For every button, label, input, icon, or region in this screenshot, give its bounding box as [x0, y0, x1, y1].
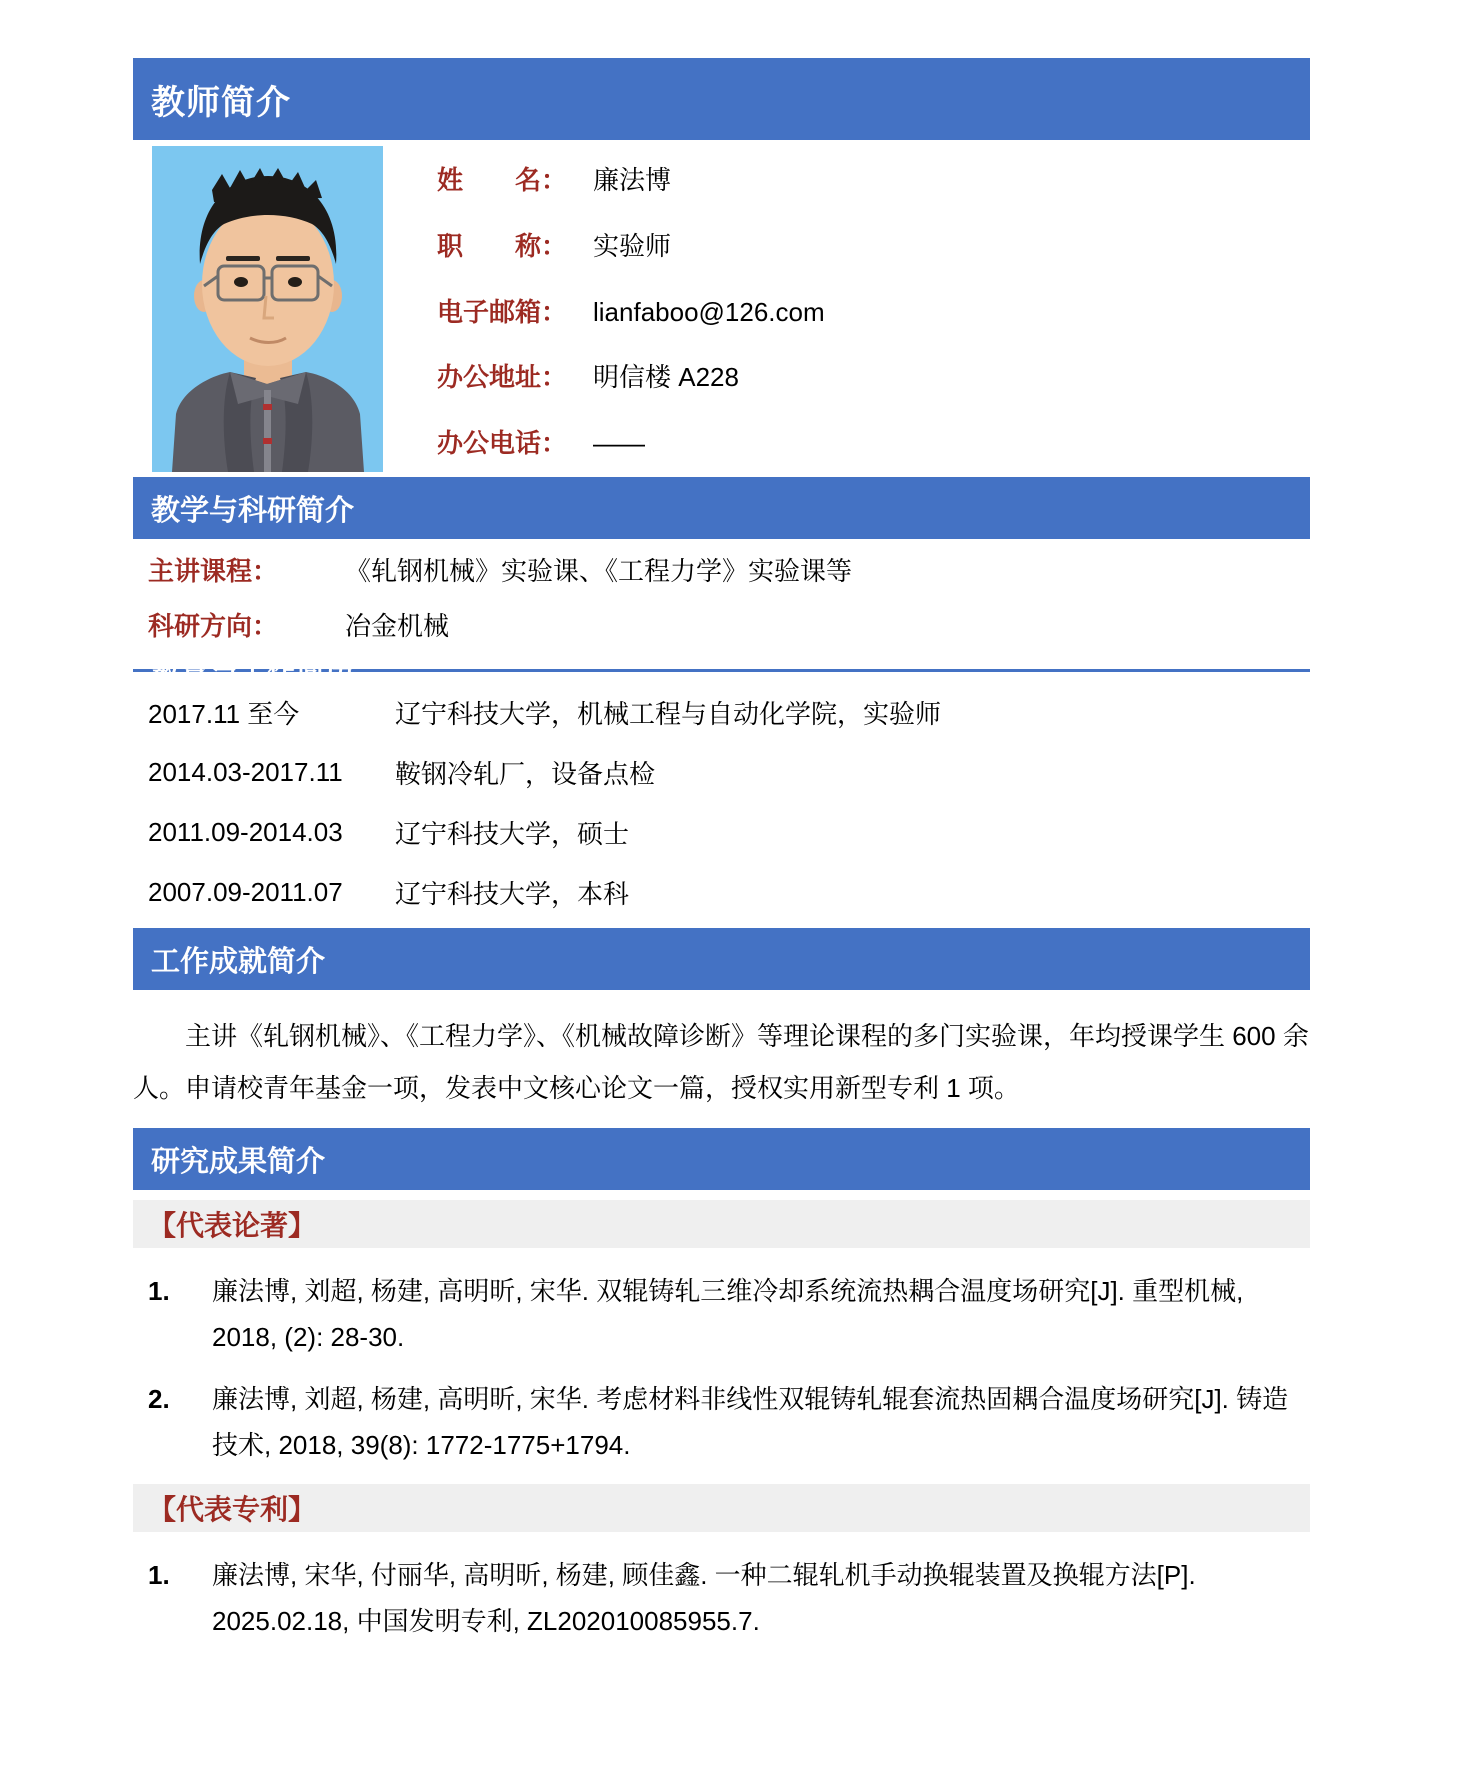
section-bar-research: [133, 1128, 1310, 1190]
publication-text: 廉法博, 刘超, 杨建, 高明昕, 宋华. 双辊铸轧三维冷却系统流热耦合温度场研究[J]. 重型机械, 2018, (2): 28-30.: [212, 1276, 1244, 1352]
title-value: 实验师: [593, 230, 672, 261]
portrait-photo: [152, 146, 383, 472]
email-label: 电子邮箱：: [437, 296, 568, 327]
patent-item: [133, 1552, 1310, 1644]
section-bar-teacher-intro: [133, 58, 1310, 140]
timeline-row: [133, 802, 1310, 862]
course-row-courses: [133, 551, 1310, 606]
timeline-row: [133, 742, 1310, 802]
patents-list: [133, 1552, 1310, 1644]
publications-band-label: 【代表论著】: [148, 1210, 317, 1241]
section-title-education: 教育与工作简历: [151, 657, 355, 689]
timeline-period: 2011.09-2014.03: [148, 816, 343, 847]
publication-item: [133, 1268, 1310, 1360]
info-row-title: [437, 226, 1310, 263]
section-title-teaching: 教学与科研简介: [151, 494, 355, 527]
patents-band-label: 【代表专利】: [148, 1494, 317, 1525]
section-bar-education: [133, 657, 1310, 689]
info-row-phone: [437, 423, 1310, 460]
info-row-name: [437, 160, 1310, 197]
research-direction-value: 冶金机械: [345, 611, 450, 641]
publication-number: 2.: [148, 1384, 170, 1414]
section-title-achievement: 工作成就简介: [151, 945, 326, 978]
title-label: 职 称：: [437, 230, 568, 261]
timeline-period: 2017.11 至今: [148, 698, 300, 729]
publication-item: [133, 1376, 1310, 1468]
section-bar-achievement: [133, 928, 1310, 990]
section-title-teacher-intro: 教师简介: [151, 83, 291, 122]
section-title-research: 研究成果简介: [151, 1145, 326, 1178]
section-bar-teaching: [133, 477, 1310, 539]
achievement-paragraph: 主讲《轧钢机械》、《工程力学》、《机械故障诊断》等理论课程的多门实验课，年均授课学生 600 余人。申请校青年基金一项，发表中文核心论文一篇，授权实用新型专利 1 项。: [133, 1021, 1309, 1103]
page-content: [133, 0, 1310, 1644]
timeline-detail: 辽宁科技大学，硕士: [395, 818, 630, 849]
publication-text: 廉法博, 刘超, 杨建, 高明昕, 宋华. 考虑材料非线性双辊铸轧辊套流热固耦合温度场研究[J]. 铸造技术, 2018, 39(8): 1772-1775+1794.: [212, 1384, 1289, 1460]
patents-band: [133, 1484, 1310, 1532]
patent-number: 1.: [148, 1560, 170, 1590]
timeline-row: [133, 862, 1310, 922]
courses-value: 《轧钢机械》实验课、《工程力学》实验课等: [345, 556, 853, 586]
timeline-detail: 鞍钢冷轧厂，设备点检: [395, 758, 656, 789]
publications-band: [133, 1200, 1310, 1248]
timeline-period: 2014.03-2017.11: [148, 756, 343, 787]
publications-list: [133, 1268, 1310, 1468]
info-row-office: [437, 357, 1310, 394]
phone-value: ——: [593, 428, 645, 458]
timeline-period: 2007.09-2011.07: [148, 876, 343, 907]
name-label: 姓 名：: [437, 165, 568, 195]
email-value: lianfaboo@126.com: [593, 296, 825, 327]
publication-number: 1.: [148, 1276, 170, 1306]
education-timeline: [133, 682, 1310, 922]
name-value: 廉法博: [593, 165, 672, 195]
portrait-photo-drawing: [152, 146, 383, 472]
teaching-block: [133, 551, 1310, 661]
office-value: 明信楼 A228: [593, 362, 739, 393]
info-row-email: [437, 292, 1310, 329]
timeline-detail: 辽宁科技大学，本科: [395, 878, 630, 909]
phone-label: 办公电话：: [437, 428, 568, 458]
research-direction-label: 科研方向：: [148, 611, 279, 641]
timeline-detail: 辽宁科技大学，机械工程与自动化学院，实验师: [395, 698, 942, 729]
patent-text: 廉法博, 宋华, 付丽华, 高明昕, 杨建, 顾佳鑫. 一种二辊轧机手动换辊装置及换辊方法[P]. 2025.02.18, 中国发明专利, ZL202010085955.7.: [212, 1560, 1196, 1636]
courses-label: 主讲课程：: [148, 556, 279, 586]
profile-info: [437, 146, 1310, 472]
timeline-row: [133, 682, 1310, 742]
office-label: 办公地址：: [437, 362, 568, 393]
profile-block: [133, 146, 1310, 472]
